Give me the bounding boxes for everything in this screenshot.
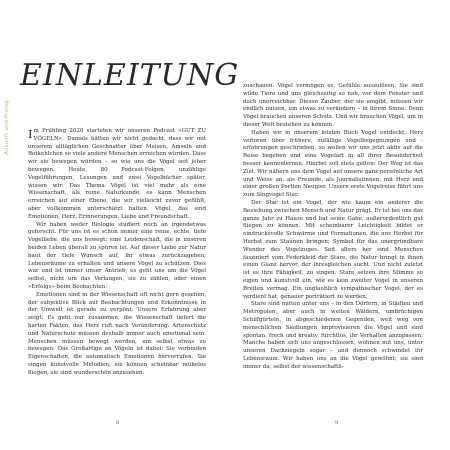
paragraph: Emotionen sind in der Wissenschaft oft nicht gern gesehen, der subjektive Blick auf Beobachtungen und Erkenntnisse in der Umwelt ist gerade zu verpönt. Unsere Erfahrung aber zeigt: Es geht nur zusammen, die Wissenschaft liefert die harten Fakten, das Herz ruft nach Veränderung. Artenschutz und Naturschutz müssen deshalb immer auch emotional sein. Menschen müssen bewegt werden, um selbst etwas zu bewegen. Das Großartige an Vögeln ist dabei: Sie verbinden Eigenschaften, die automatisch Emotionen hervorrufen. Sie singen kunstvolle Melodien, sie können scheinbar mühelos fliegen, sie sind wunderschön anzusehen. bbox=[28, 291, 206, 376]
page-number: 9 bbox=[335, 420, 339, 426]
paragraph: Stare sind mitten unter uns – in den Dörfern, in Städten und Metropolen, aber auch in weiten Wäldern, umbrüchigen Schilfgürteln, in abgeschiedenen Gegenden, weit weg von menschlichen Siedlungen improvisieren die Vögel und sind spontan, frech und kreativ, fürchtlos, ihr Verhalten anzupassen. Manche haben sich uns angeschlossen, wohnen mit uns, unter unseren Dachziegeln sogar – und dennoch schwindet ihr Lebensraum. Wir haben uns an die Vögel gewöhnt; sie sind immer da, selbst der wissenschaftli- bbox=[243, 301, 423, 370]
chapter-side-tab: Ankunft und Prolog bbox=[4, 100, 10, 155]
paragraph: Haben wir in unserem letzten Buch Vogel entdeckt, Herz verloren über frühere, zufällige Vogelbegegnungen und -erfahrungen geschrieben, so wollen wir uns jetzt aktiv auf die Reise begeben und eine Vogelart in all ihrer Besonderheit besser kennenlernen. Hierbei soll stets gelten: Der Weg ist das Ziel. Wir nähern uns dem Vogel auf unsere ganz persönliche Art und Weise an, als Freunde, als Journalistinnen, mit Herz und einer großen Portion Neugier. Unsere erste Vogelreise führt uns zum Singvogel Star. bbox=[243, 129, 423, 199]
drop-cap: I bbox=[28, 127, 33, 141]
right-body-text bbox=[243, 83, 423, 371]
chapter-title: EINLEITUNG bbox=[20, 58, 240, 93]
right-page bbox=[225, 0, 450, 450]
paragraph-text: m Frühling 2020 starteten wir unseren Podcast »GUT ZU VÖGELN«. Damals hätten wir nicht gedacht, dass wir mit unserem alltäglichen Geschnatter über Meisen, Amseln und Rotkehlchen so viele andere Menschen erreichen würden. Dass wir sie bewegen würden – so wie uns die Vögel seit jeher bewegen. Heute, 80 Podcast-Folgen, unzählige Vogelführungen, Lesungen und zwei Vogelbücher später, wissen wir: Das Thema Vögel ist viel mehr als eine Wissenschaft, als reine Naturkunde, es kann Menschen erreichen auf einer Ebene, die wir vielleicht zuvor gefühlt, aber vollkommen unterschätzt hatten. Vögel, das sind Emotionen, Herz, Erinnerungen, Liebe und Freundschaft. bbox=[28, 128, 206, 220]
paragraph: Der Star ist ein Vogel, der wie kaum ein anderer die Beziehung zwischen Mensch und Natur prägt. Er ist bei uns das ganze Jahr zu Hause und hat seine Gabe, außerordentlich gut fliegen zu können. Mit scheinbarer Leichtigkeit bildet er eindrucksvolle Schwärme und Formationen, die uns Herbst für Herbst zum Staunen bringen; Symbol für das unergründbare Wunder des Vogelzuges. Seit alters her sind Menschen fasziniert vom Federkleid der Stare, die Natur bringt in ihnen einen Glanz hervor, der ihresgleichen sucht. Und nicht zuletzt ist es ihre Fähigkeit, zu singen. Stare setzen ihre Stimme so eigen und kunstvoll ein, wie es kein zweiter Vogel in unseren Breiten vermag. Ein unglaublich sympathischer Vogel, der es verdient hat, genauer porträtiert zu werden. bbox=[243, 199, 423, 300]
page-number: 8 bbox=[116, 420, 120, 426]
paragraph bbox=[28, 128, 206, 222]
paragraph: zuschauen. Vögel vermögen es, Gefühle auszulösen. Sie sind wilde Tiere und uns gleichzeitig so nah, vor dem Fenster und doch unerreichbar. Diesen Zauber, der sie umgibt, müssen wir endlich nutzen, um etwas zu verändern – in ihrem Sinne. Denn Vögel brauchen unseren Schutz. Und wir brauchen Vögel, um in dieser Welt bestehen zu können. bbox=[243, 83, 423, 128]
left-body-text bbox=[28, 128, 206, 378]
paragraph: Wir haben weder Biologie studiert noch an irgendetwas geforscht. Für uns ist es schon immer eine reine, echte, tiefe Vogelliebe, die uns bewegt; eine Leidenschaft, die in unseren beiden Leben überall zu spüren ist. Auf dieser Liebe zur Natur baut der tiefe Wunsch auf, ihr etwas zurückzugeben; Lebensräume zu erhalten und unsere Vögel zu schützen. Dies war und ist immer unser Antrieb, es geht uns um die Vögel selbst, nicht um das Verlangen, sie zu zählen, oder einen »Erfolgs«-beim Beobachten. bbox=[28, 221, 206, 290]
